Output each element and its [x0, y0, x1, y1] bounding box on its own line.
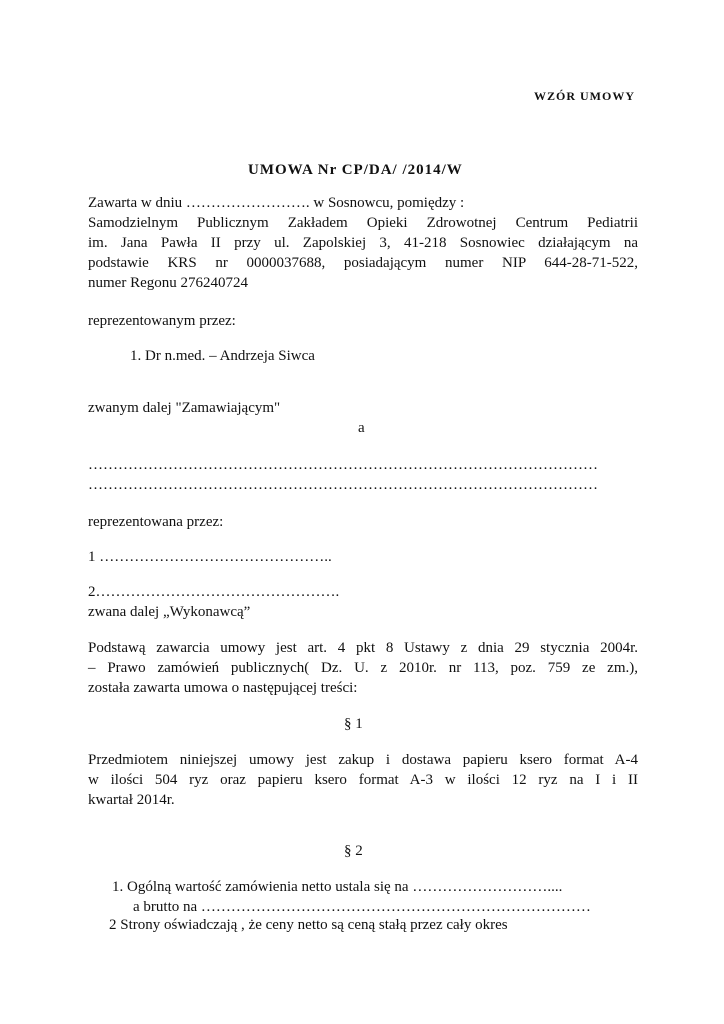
contractor-rep-2: 2………………………………………….: [88, 584, 340, 600]
basis-line-2: – Prawo zamówień publicznych( Dz. U. z 2010r. nr 113, poz. 759 ze zm.),: [88, 660, 638, 676]
intro-line-2: Samodzielnym Publicznym Zakładem Opieki Zdrowotnej Centrum Pediatrii: [88, 215, 638, 231]
contractor-definition: zwana dalej „Wykonawcą”: [88, 604, 251, 620]
basis-line-3: została zawarta umowa o następującej treści:: [88, 680, 358, 696]
section-2-item-2-line-1: 2 Strony oświadczają , że ceny netto są ceną stałą przez cały okres: [109, 917, 508, 933]
document-header-label: WZÓR UMOWY: [534, 89, 635, 103]
contractor-rep-1: 1 ………………………………………..: [88, 549, 332, 565]
section-1-heading: § 1: [344, 716, 363, 732]
intro-line-5: numer Regonu 276240724: [88, 275, 248, 291]
section-1-line-3: kwartał 2014r.: [88, 792, 175, 808]
section-1-line-2: w ilości 504 ryz oraz papieru ksero format A-3 w ilości 12 ryz na I i II: [88, 772, 638, 788]
basis-line-1: Podstawą zawarcia umowy jest art. 4 pkt 8 Ustawy z dnia 29 stycznia 2004r.: [88, 640, 638, 656]
section-2-heading: § 2: [344, 843, 363, 859]
contractor-represented-label: reprezentowana przez:: [88, 514, 224, 530]
section-2-item-1-line-2: a brutto na ……………………………………………………………………: [133, 899, 591, 915]
contract-title: UMOWA Nr CP/DA/ /2014/W: [248, 162, 463, 178]
contractor-blank-line-2: …………………………………………………………………………………………: [88, 477, 598, 493]
section-1-line-1: Przedmiotem niniejszej umowy jest zakup i dostawa papieru ksero format A-4: [88, 752, 638, 768]
intro-line-3: im. Jana Pawła II przy ul. Zapolskiej 3, 41-218 Sosnowiec działającym na: [88, 235, 638, 251]
contractor-blank-line-1: …………………………………………………………………………………………: [88, 457, 598, 473]
intro-line-4: podstawie KRS nr 0000037688, posiadającym numer NIP 644-28-71-522,: [88, 255, 638, 271]
ordering-party-definition: zwanym dalej "Zamawiającym": [88, 400, 281, 416]
section-2-item-1-line-1: 1. Ogólną wartość zamówienia netto ustala się na ………………………....: [112, 879, 563, 895]
intro-line-1: Zawarta w dniu ……………………. w Sosnowcu, pomiędzy :: [88, 195, 465, 211]
conjunction-a: a: [358, 420, 365, 436]
representative-1: 1. Dr n.med. – Andrzeja Siwca: [130, 348, 315, 364]
represented-by-label: reprezentowanym przez:: [88, 313, 236, 329]
